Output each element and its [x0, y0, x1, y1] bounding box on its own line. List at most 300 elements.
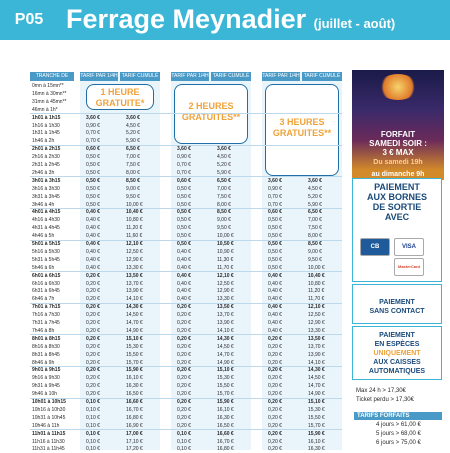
tarif-cumule-value: 17,10 €	[126, 438, 143, 445]
tarif-cumule-value: 3,60 €	[308, 177, 322, 184]
tarif-quarter-value: 0,20 €	[177, 351, 191, 358]
tarif-quarter-value: 0,20 €	[268, 430, 282, 437]
cash-machines-text: AUX CAISSES AUTOMATIQUES	[368, 359, 426, 375]
tarif-quarter-value: 0,50 €	[86, 201, 100, 208]
tarif-cumule-value: 6,50 €	[308, 209, 322, 216]
tarif-quarter-value: 0,70 €	[177, 169, 191, 176]
tarif-cumule-value: 14,50 €	[217, 343, 234, 350]
tarif-cumule-value: 13,70 €	[126, 280, 143, 287]
tarif-quarter-value: 0,50 €	[177, 185, 191, 192]
tarif-quarter-value: 0,20 €	[177, 335, 191, 342]
forfait-6-jours: 6 jours > 75,00 €	[376, 440, 421, 446]
tarif-quarter-value: 0,50 €	[177, 193, 191, 200]
tarif-quarter-value: 0,20 €	[177, 367, 191, 374]
tranche-label: 3h16 à 3h30	[32, 185, 60, 192]
tarif-cumule-header: TARIF CUMULÉ	[303, 73, 341, 79]
tarif-cumule-value: 7,00 €	[308, 217, 322, 224]
tranche-label: 10h31 à 10h45	[32, 414, 66, 421]
tarif-quarter-value: 0,20 €	[268, 446, 282, 453]
mastercard-icon: MasterCard	[394, 258, 424, 276]
tranche-label: 2h01 à 2h15	[32, 146, 61, 153]
row-divider	[30, 145, 342, 146]
tarif-cumule-value: 15,10 €	[308, 399, 325, 405]
tranche-label: 5h46 à 6h	[32, 264, 55, 271]
forfait-5-jours: 5 jours > 68,00 €	[376, 431, 421, 437]
tarif-cumule-value: 14,70 €	[217, 351, 234, 358]
tranche-label: 9h46 à 10h	[32, 391, 58, 398]
tarif-cumule-value: 12,50 €	[308, 312, 325, 319]
tarif-quarter-value: 0,20 €	[86, 359, 100, 366]
tarif-cumule-value: 9,00 €	[217, 217, 231, 224]
tarif-cumule-value: 14,90 €	[308, 391, 325, 398]
tarif-quarter-value: 0,60 €	[86, 146, 100, 153]
forfait-4-jours: 4 jours > 61,00 €	[376, 422, 421, 428]
tarif-quarter-value: 0,20 €	[177, 422, 191, 429]
season-subtitle: (juillet - août)	[313, 16, 396, 31]
tarif-quarter-value: 0,40 €	[86, 256, 100, 263]
tarif-cumule-value: 8,00 €	[126, 169, 140, 176]
tranche-label: 10h46 à 11h	[32, 422, 60, 429]
tarif-cumule-value: 7,50 €	[308, 225, 322, 232]
tranche-label: 1h46 à 2h	[32, 138, 55, 145]
tarif-quarter-value: 0,20 €	[86, 375, 100, 382]
tarif-cumule-value: 15,70 €	[217, 391, 234, 398]
tranche-label: 3h46 à 4h	[32, 201, 55, 208]
promo-day: SAMEDI SOIR :	[369, 139, 427, 148]
tarif-quarter-value: 0,40 €	[177, 248, 191, 255]
tarif-quarter-value: 0,10 €	[177, 438, 191, 445]
tarif-quarter-value: 0,20 €	[268, 367, 282, 374]
cash-only-text: UNIQUEMENT	[373, 350, 421, 357]
tarif-cumule-value: 16,90 €	[126, 422, 143, 429]
tarif-quarter-value: 0,40 €	[268, 312, 282, 319]
tarif-quarter-value: 0,50 €	[86, 162, 100, 168]
tarif-quarter-value: 0,20 €	[268, 359, 282, 366]
fireworks-icon	[378, 74, 418, 100]
tarif-quarter-value: 0,20 €	[177, 406, 191, 413]
tarif-cumule-value: 9,00 €	[126, 185, 140, 192]
tarif-cumule-value: 13,70 €	[308, 343, 325, 350]
parking-name: Ferrage Meynadier	[66, 4, 307, 34]
free-3h-badge: 3 HEURES GRATUITES**	[265, 84, 339, 176]
tarif-quarter-value: 0,20 €	[177, 312, 191, 319]
tarif-quarter-value: 0,40 €	[268, 296, 282, 303]
tarif-cumule-value: 10,50 €	[217, 241, 234, 247]
tranche-label: 7h16 à 7h30	[32, 312, 60, 319]
tarif-cumule-value: 3,60 €	[126, 114, 140, 121]
tarif-cumule-value: 6,50 €	[126, 146, 140, 153]
parking-code: P05	[14, 11, 44, 28]
tarif-quarter-value: 0,20 €	[177, 391, 191, 398]
tarif-cumule-value: 3,60 €	[217, 146, 231, 153]
tarif-quarter-value: 0,20 €	[268, 391, 282, 398]
tranche-label: 10h01 à 10h15	[32, 399, 66, 405]
tarif-cumule-value: 15,10 €	[126, 335, 143, 342]
row-divider	[30, 334, 342, 335]
tranche-label: 11h31 à 11h45	[32, 446, 65, 453]
tarif-cumule-value: 17,00 €	[126, 430, 143, 437]
page-title	[66, 4, 395, 35]
tarif-quarter-value: 0,70 €	[268, 193, 282, 200]
tarif-quarter-value: 0,20 €	[86, 280, 100, 287]
tarif-cumule-value: 16,10 €	[217, 406, 234, 413]
tarif-quarter-value: 0,20 €	[268, 343, 282, 350]
tranche-label: 8h31 à 8h45	[32, 351, 60, 358]
tarif-quarter-value: 0,20 €	[86, 351, 100, 358]
tranche-header: TRANCHE DE	[30, 72, 74, 81]
tarif-quarter-value: 0,20 €	[268, 383, 282, 390]
tarif-cumule-value: 15,50 €	[308, 414, 325, 421]
tarif-quarter-value: 0,60 €	[268, 209, 282, 216]
tarif-quarter-value: 0,40 €	[86, 264, 100, 271]
tarif-quarter-value: 0,50 €	[177, 209, 191, 216]
tarif-quarter-value: 0,10 €	[86, 422, 100, 429]
tarif-quarter-value: 3,60 €	[86, 114, 100, 121]
tarif-cumule-value: 11,20 €	[308, 288, 325, 295]
tarif-quarter-value: 0,10 €	[177, 430, 191, 437]
tarif-quarter-value: 0,50 €	[86, 154, 100, 161]
tarif-cumule-value: 15,70 €	[308, 422, 325, 429]
tranche-label: 8h01 à 8h15	[32, 335, 61, 342]
tarif-quarter-value: 0,40 €	[268, 280, 282, 287]
tarif-quarter-value: 0,50 €	[268, 241, 282, 247]
tarif-cumule-value: 13,90 €	[308, 351, 325, 358]
tarif-cumule-value: 7,00 €	[217, 185, 231, 192]
tarif-quarter-value: 3,60 €	[268, 177, 282, 184]
tranche-label: 7h01 à 7h15	[32, 304, 61, 311]
tarif-quarter-value: 0,20 €	[268, 375, 282, 382]
tarif-cumule-value: 7,50 €	[126, 162, 140, 168]
promo-title: FORFAIT	[380, 130, 416, 139]
promo-price: 3 € MAX	[382, 148, 414, 157]
tarif-quarter-value: 0,40 €	[177, 272, 191, 279]
tarif-quarter-value: 0,20 €	[86, 272, 100, 279]
tarif-quarter-value: 0,20 €	[86, 383, 100, 390]
tarif-quarter-value: 0,40 €	[177, 264, 191, 271]
tarif-cumule-value: 5,20 €	[126, 130, 140, 137]
tarif-cumule-value: 14,10 €	[126, 296, 143, 303]
tarif-quarter-value: 0,50 €	[177, 233, 191, 240]
row-divider	[30, 240, 342, 241]
tarif-quarter-value: 0,20 €	[86, 296, 100, 303]
tarif-cumule-value: 10,40 €	[126, 209, 143, 216]
tarif-quarter-value: 0,40 €	[86, 233, 100, 240]
tranche-label: 11h16 à 11h30	[32, 438, 65, 445]
tarif-cumule-value: 16,30 €	[308, 446, 325, 453]
tarif-cumule-value: 15,30 €	[126, 343, 143, 350]
tarif-quarter-value: 0,20 €	[86, 327, 100, 334]
row-divider	[30, 208, 342, 209]
tranche-label: 2h31 à 2h45	[32, 162, 60, 168]
tarif-cumule-value: 13,30 €	[217, 296, 234, 303]
tarif-cumule-value: 7,00 €	[126, 154, 140, 161]
tarif-cumule-value: 14,50 €	[308, 375, 325, 382]
tarif-cumule-value: 4,50 €	[308, 185, 322, 192]
tarif-quarter-value: 0,50 €	[177, 217, 191, 224]
tarif-cumule-value: 13,50 €	[308, 335, 325, 342]
tarif-cumule-header: TARIF CUMULÉ	[121, 73, 159, 79]
tarif-quarter-value: 0,70 €	[177, 162, 191, 168]
free-1h-badge: 1 HEURE GRATUITE*	[86, 84, 154, 110]
tranche-label: 3h01 à 3h15	[32, 177, 61, 184]
row-divider	[30, 398, 342, 399]
contactless-panel	[352, 284, 442, 324]
free-2h-badge: 2 HEURES GRATUITES**	[174, 84, 248, 144]
tarif-cumule-value: 13,90 €	[217, 320, 234, 326]
tarif-quarter-value: 0,50 €	[268, 225, 282, 232]
tranche-label: 5h01 à 5h15	[32, 241, 61, 247]
tarif-cumule-value: 12,90 €	[308, 320, 325, 326]
tarif-cumule-value: 4,50 €	[126, 122, 140, 129]
tarif-cumule-value: 15,90 €	[126, 367, 143, 374]
tranche-label: 9h16 à 9h30	[32, 375, 60, 382]
tarif-cumule-value: 9,50 €	[217, 225, 231, 232]
row-divider	[30, 366, 342, 367]
tarif-cumule-value: 13,30 €	[126, 264, 143, 271]
tarif-cumule-value: 8,00 €	[308, 233, 322, 240]
tarif-quarter-value: 0,90 €	[268, 185, 282, 192]
tarif-quarter-value: 0,40 €	[177, 256, 191, 263]
tarif-quarter-value: 0,70 €	[268, 201, 282, 208]
tranche-label: 1h01 à 1h15	[32, 114, 61, 121]
tarif-quarter-value: 0,10 €	[86, 406, 100, 413]
tarif-quarter-value: 0,50 €	[177, 225, 191, 232]
tarif-cumule-value: 14,10 €	[308, 359, 325, 366]
tranche-label: 9h31 à 9h45	[32, 383, 60, 390]
tarif-cumule-value: 15,30 €	[308, 406, 325, 413]
tarif-quarter-value: 0,50 €	[268, 217, 282, 224]
tarif-quarter-value: 0,50 €	[86, 185, 100, 192]
tarif-quarter-value: 0,20 €	[268, 335, 282, 342]
tarif-quarter-value: 0,20 €	[86, 343, 100, 350]
tranche-label: 4h31 à 4h45	[32, 225, 60, 232]
row-divider	[30, 429, 342, 430]
tarif-cumule-value: 16,70 €	[217, 438, 234, 445]
tarif-quarter-value: 0,50 €	[268, 264, 282, 271]
tarif-cumule-value: 9,50 €	[126, 193, 140, 200]
cash-text: PAIEMENT EN ESPÈCES	[374, 332, 420, 348]
tranche-label: 4h01 à 4h15	[32, 209, 61, 216]
tarif-quarter-value: 0,40 €	[268, 327, 282, 334]
tarif-cumule-value: 16,60 €	[126, 399, 143, 405]
row-divider	[30, 271, 342, 272]
tarif-quarter-value: 0,20 €	[177, 320, 191, 326]
visa-card-icon: VISA	[394, 238, 424, 256]
tarif-cumule-value: 17,20 €	[126, 446, 143, 453]
tarif-cumule-value: 16,30 €	[217, 414, 234, 421]
tarif-cumule-value: 11,70 €	[217, 264, 234, 271]
promo-forfait-panel	[352, 70, 444, 170]
tranche-label: 5h16 à 5h30	[32, 248, 60, 255]
tarif-quarter-value: 0,10 €	[86, 414, 100, 421]
tarif-cumule-value: 12,90 €	[126, 256, 143, 263]
tranche-label: 6h16 à 6h30	[32, 280, 60, 287]
tranche-label: 31mn à 45mn**	[32, 98, 67, 105]
tarif-quarter-value: 0,90 €	[177, 154, 191, 161]
tarif-quarter-value: 0,40 €	[177, 296, 191, 303]
tarif-cumule-value: 14,90 €	[217, 359, 234, 366]
tarif-quarter-value: 0,40 €	[177, 288, 191, 295]
tarif-quarter-value: 0,20 €	[177, 359, 191, 366]
tarif-cumule-value: 10,40 €	[308, 272, 325, 279]
tarif-cumule-value: 16,80 €	[217, 446, 234, 453]
tarif-cumule-value: 16,80 €	[126, 414, 143, 421]
tarif-quarter-value: 0,20 €	[86, 335, 100, 342]
tarif-quarter-value: 0,10 €	[86, 438, 100, 445]
tarif-quarter-value: 0,20 €	[268, 438, 282, 445]
tarif-cumule-value: 14,50 €	[126, 312, 143, 319]
tarif-quarter-value: 0,20 €	[177, 343, 191, 350]
tarif-quarter-value: 0,10 €	[86, 399, 100, 405]
tarif-quarter-value: 0,20 €	[268, 351, 282, 358]
tarif-quarter-value: 0,40 €	[86, 217, 100, 224]
tarif-cumule-value: 13,50 €	[217, 304, 234, 311]
tarif-quarter-value: 0,90 €	[86, 122, 100, 129]
tarif-quarter-value: 0,20 €	[177, 375, 191, 382]
tranche-label: 7h46 à 8h	[32, 327, 55, 334]
tarif-cumule-value: 12,10 €	[308, 304, 325, 311]
tarif-quarter-value: 0,40 €	[177, 280, 191, 287]
tarif-cumule-value: 15,50 €	[217, 383, 234, 390]
lost-ticket: Ticket perdu > 17,30€	[356, 397, 414, 403]
tarif-quarter-value: 0,20 €	[268, 414, 282, 421]
tranche-label: 1h31 à 1h45	[32, 130, 60, 137]
tarif-cumule-value: 10,80 €	[126, 217, 143, 224]
tarif-quarter-value: 0,20 €	[86, 288, 100, 295]
tarif-quarter-value: 0,20 €	[86, 304, 100, 311]
tarif-cumule-value: 14,30 €	[126, 304, 143, 311]
row-divider	[30, 113, 342, 114]
tarif-cumule-value: 15,70 €	[126, 359, 143, 366]
forfaits-header: TARIFS FORFAITS	[354, 412, 442, 420]
tarif-cumule-value: 13,70 €	[217, 312, 234, 319]
tarif-quarter-header: TARIF PAR 1/4H	[80, 73, 118, 79]
tarif-quarter-value: 0,40 €	[86, 225, 100, 232]
row-divider	[30, 303, 342, 304]
tranche-label: 8h46 à 9h	[32, 359, 55, 366]
tarif-cumule-value: 5,90 €	[308, 201, 322, 208]
tarif-cumule-value: 15,90 €	[308, 430, 325, 437]
tarif-quarter-value: 0,50 €	[268, 256, 282, 263]
tarif-cumule-value: 16,70 €	[126, 406, 143, 413]
tarif-quarter-value: 0,70 €	[86, 138, 100, 145]
tarif-quarter-value: 0,40 €	[268, 304, 282, 311]
tranche-label: 10h16 à 10h30	[32, 406, 66, 413]
tarif-quarter-value: 0,40 €	[268, 288, 282, 295]
tranche-label: 9h01 à 9h15	[32, 367, 61, 374]
tarif-cumule-value: 4,50 €	[217, 154, 231, 161]
tarif-cumule-value: 11,30 €	[217, 256, 234, 263]
tarif-quarter-value: 0,20 €	[177, 399, 191, 405]
tarif-quarter-value: 0,20 €	[86, 320, 100, 326]
tarif-quarter-value: 0,40 €	[86, 241, 100, 247]
tarif-cumule-value: 16,10 €	[308, 438, 325, 445]
tarif-quarter-value: 0,50 €	[268, 233, 282, 240]
tranche-label: 2h46 à 3h	[32, 169, 55, 176]
tarif-quarter-value: 0,20 €	[177, 327, 191, 334]
tarif-quarter-value: 0,70 €	[86, 130, 100, 137]
tarif-cumule-value: 8,00 €	[217, 201, 231, 208]
tarif-cumule-value: 13,90 €	[126, 288, 143, 295]
tranche-label: 6h01 à 6h15	[32, 272, 61, 279]
tarif-quarter-value: 0,20 €	[268, 406, 282, 413]
tranche-label: 6h31 à 6h45	[32, 288, 60, 295]
tarif-quarter-value: 0,50 €	[86, 177, 100, 184]
tranche-label: 5h31 à 5h45	[32, 256, 60, 263]
tranche-label: 1h16 à 1h30	[32, 122, 60, 129]
tranche-label: 11h01 à 11h15	[32, 430, 66, 437]
tranche-label: 8h16 à 8h30	[32, 343, 60, 350]
tarif-cumule-value: 16,10 €	[126, 375, 143, 382]
tarif-cumule-value: 15,50 €	[126, 351, 143, 358]
cb-card-icon: CB	[360, 238, 390, 256]
promo-start: Du samedi 19h	[373, 159, 423, 166]
tarif-cumule-value: 15,90 €	[217, 399, 234, 405]
tarif-cumule-value: 14,90 €	[126, 327, 143, 334]
tarif-quarter-header: TARIF PAR 1/4H	[262, 73, 300, 79]
tarif-quarter-value: 0,50 €	[177, 241, 191, 247]
tarif-cumule-value: 12,50 €	[126, 248, 143, 255]
tarif-cumule-value: 5,20 €	[217, 162, 231, 168]
tarif-cumule-value: 14,30 €	[308, 367, 325, 374]
promo-end: au dimanche 9h	[352, 170, 444, 180]
tranche-label: 16mn à 30mn**	[32, 90, 67, 97]
tarif-quarter-value: 0,50 €	[86, 193, 100, 200]
tarif-cumule-value: 5,90 €	[126, 138, 140, 145]
tarif-quarter-value: 0,40 €	[86, 209, 100, 216]
tarif-cumule-value: 12,10 €	[217, 272, 234, 279]
tarif-cumule-header: TARIF CUMULÉ	[212, 73, 250, 79]
tarif-cumule-value: 10,90 €	[217, 248, 234, 255]
tarif-cumule-value: 10,00 €	[308, 264, 325, 271]
tarif-cumule-value: 8,50 €	[126, 177, 140, 184]
tarif-quarter-value: 0,20 €	[86, 312, 100, 319]
tarif-cumule-value: 14,10 €	[217, 327, 234, 334]
tranche-label: 46mn à 1h*	[32, 106, 58, 113]
tarif-cumule-value: 12,10 €	[126, 241, 143, 247]
contactless-text: PAIEMENT SANS CONTACT	[369, 299, 425, 315]
tarif-cumule-value: 5,20 €	[308, 193, 322, 200]
tarif-cumule-value: 6,50 €	[217, 177, 231, 184]
tarif-quarter-value: 0,40 €	[268, 320, 282, 326]
page-header	[0, 0, 450, 40]
tarif-quarter-value: 0,60 €	[177, 177, 191, 184]
tarif-cumule-value: 9,50 €	[308, 256, 322, 263]
tarif-cumule-value: 14,30 €	[217, 335, 234, 342]
cash-payment-panel	[352, 326, 442, 380]
tranche-label: 6h46 à 7h	[32, 296, 55, 303]
tarif-quarter-value: 0,50 €	[268, 248, 282, 255]
tarif-cumule-value: 15,10 €	[217, 367, 234, 374]
tarif-quarter-value: 0,50 €	[177, 201, 191, 208]
tarif-quarter-value: 0,10 €	[86, 430, 100, 437]
tarif-cumule-value: 11,60 €	[126, 233, 143, 240]
tarif-cumule-value: 9,00 €	[308, 248, 322, 255]
tarif-quarter-value: 0,20 €	[177, 383, 191, 390]
tranche-label: 4h46 à 5h	[32, 233, 55, 240]
tarif-quarter-header: TARIF PAR 1/4H	[171, 73, 209, 79]
tarif-cumule-value: 14,70 €	[308, 383, 325, 390]
tarif-cumule-value: 16,50 €	[217, 422, 234, 429]
row-divider	[30, 176, 342, 177]
tarif-cumule-value: 10,80 €	[308, 280, 325, 287]
tarif-quarter-value: 0,40 €	[86, 248, 100, 255]
tarif-cumule-value: 12,50 €	[217, 280, 234, 287]
tranche-label: 0mn à 15mn**	[32, 83, 64, 89]
tarif-cumule-value: 16,60 €	[217, 430, 234, 437]
tarif-quarter-value: 0,20 €	[86, 367, 100, 374]
tarif-cumule-value: 16,50 €	[126, 391, 143, 398]
